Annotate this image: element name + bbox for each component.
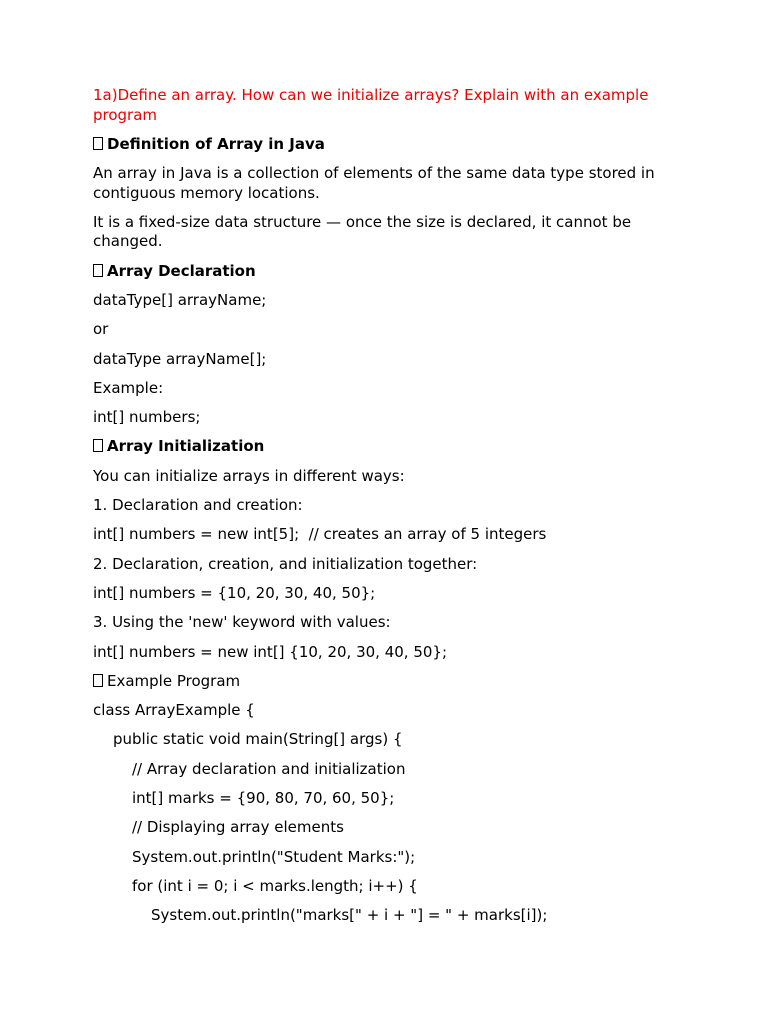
code-line: int[] marks = {90, 80, 70, 60, 50}; xyxy=(132,789,395,808)
definition-paragraph: It is a fixed-size data structure — once the size is declared, it cannot be changed. xyxy=(93,212,636,251)
heading-definition xyxy=(93,135,693,155)
initialization-way-title: 3. Using the 'new' keyword with values: xyxy=(93,613,391,632)
document-content xyxy=(93,86,693,936)
definition-paragraph: An array in Java is a collection of elements of the same data type stored in contiguous memory locations. xyxy=(93,164,660,202)
missing-glyph-icon xyxy=(93,137,103,150)
missing-glyph-icon xyxy=(93,439,103,452)
declaration-syntax: dataType[] arrayName; xyxy=(93,290,267,309)
missing-glyph-icon xyxy=(93,674,103,687)
code-line: public static void main(String[] args) { xyxy=(113,730,403,749)
heading-declaration-text: Array Declaration xyxy=(107,261,256,280)
code-line: System.out.println("marks[" + i + "] = " + marks[i]); xyxy=(151,906,548,925)
heading-definition-text: Definition of Array in Java xyxy=(107,134,325,153)
declaration-syntax: dataType arrayName[]; xyxy=(93,349,267,368)
code-line: // Array declaration and initialization xyxy=(132,759,406,778)
missing-glyph-icon xyxy=(93,264,103,277)
initialization-way-code: int[] numbers = new int[] {10, 20, 30, 40, 50}; xyxy=(93,642,448,661)
initialization-way-code: int[] numbers = new int[5]; // creates an array of 5 integers xyxy=(93,525,547,544)
heading-initialization xyxy=(93,437,693,457)
code-line: // Displaying array elements xyxy=(132,818,344,837)
initialization-way-title: 2. Declaration, creation, and initialization together: xyxy=(93,554,478,573)
heading-declaration xyxy=(93,262,693,282)
declaration-example: int[] numbers; xyxy=(93,408,201,427)
code-line: System.out.println("Student Marks:"); xyxy=(132,847,416,866)
question-title: 1a)Define an array. How can we initialize arrays? Explain with an example program xyxy=(93,86,654,124)
heading-example-program xyxy=(93,672,693,692)
code-line: class ArrayExample { xyxy=(93,701,255,720)
code-line: for (int i = 0; i < marks.length; i++) { xyxy=(132,876,418,895)
initialization-intro: You can initialize arrays in different ways: xyxy=(93,466,405,485)
initialization-way-title: 1. Declaration and creation: xyxy=(93,496,303,515)
declaration-example-label: Example: xyxy=(93,378,164,397)
initialization-way-code: int[] numbers = {10, 20, 30, 40, 50}; xyxy=(93,583,376,602)
heading-initialization-text: Array Initialization xyxy=(107,437,265,456)
declaration-or: or xyxy=(93,320,109,339)
heading-example-program-text: Example Program xyxy=(107,671,241,690)
